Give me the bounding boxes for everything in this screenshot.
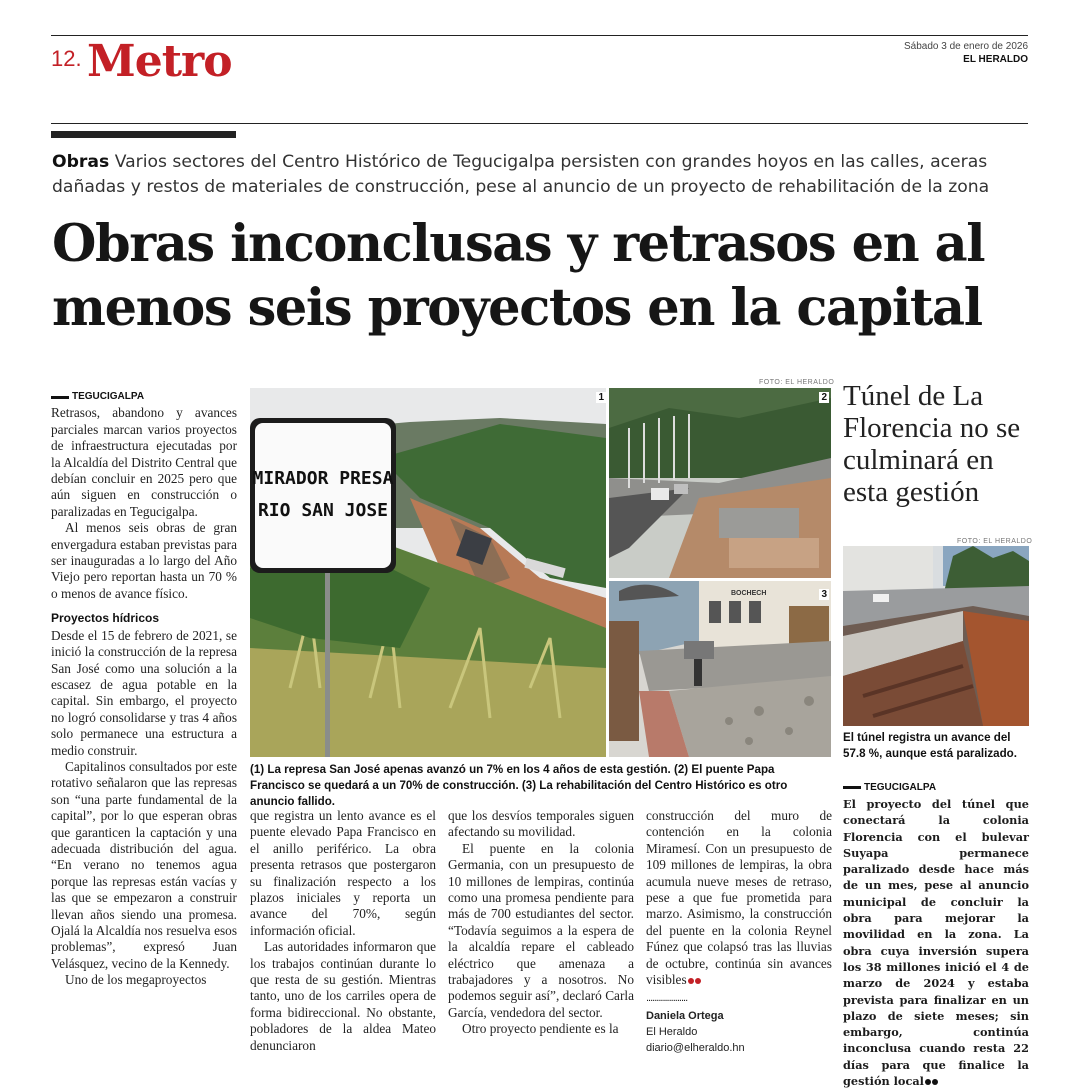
paragraph: Capitalinos consultados por este rotativo señalaron que las represas son “una parte fundamental de la capital”, por lo que esperan obras que garanticen la captación y una adecuada distribución del agua. “En verano no tenemos agua porque las represas están vacías y las que se empezaron a construir llevan años siendo una promesa. Ojalá la Alcaldía nos resuelva esos problemas”, expresó Juan Velásquez, vecino de la Kennedy. <box>51 758 237 971</box>
end-dots-icon <box>687 972 701 988</box>
photo-caption: (1) La represa San José apenas avanzó un 7% en los 4 años de esta gestión. (2) El puente Papa Francisco se quedará a un 70% de construcción. (3) La rehabilitación del Centro Histórico es otro anuncio fallido. <box>250 763 788 808</box>
paragraph: que los desvíos temporales siguen afectando su movilidad. <box>448 808 634 840</box>
article-column-4 <box>646 808 832 1056</box>
photo-number-1: 1 <box>598 392 604 403</box>
sidebar-caption: El túnel registra un avance del 57.8 %, aunque está paralizado. <box>843 731 1017 760</box>
sign-line-2: RIO SAN JOSE <box>257 500 389 521</box>
paragraph-text: construcción del muro de contención en la colonia Miramesí. Con un presupuesto de 109 millones de lempiras, la obra acumula nueve meses de retraso, pese a que fue prometida para marzo. Asimismo, la construcción del puente en la colonia Reynel Fúnez que colapsó tras las lluvias de octubre, continúa sin avances visibles <box>646 808 832 988</box>
sidebar-text <box>843 796 1029 1089</box>
dek <box>52 150 1032 200</box>
page-number: 12. <box>51 46 82 71</box>
dateline-bar <box>843 786 861 789</box>
paragraph: Desde el 15 de febrero de 2021, se inició la construcción de la represa San José como una solución a la escasez de agua potable en la capital. Sin embargo, el proyecto no logró consolidarse y tras 4 años solo permanece una estructura a medio construir. <box>51 627 237 758</box>
photo-number-3: 3 <box>821 589 827 600</box>
sidebar-photo-credit: FOTO: EL HERALDO <box>957 538 1033 545</box>
paragraph: Al menos seis obras de gran envergadura estaban previstas para ser inauguradas a lo largo del Año Viejo pero reportan hasta un 70 % o menos de avance físico. <box>51 520 237 601</box>
outlet-name: El Heraldo <box>646 1026 698 1039</box>
dam-landscape-image <box>250 388 606 757</box>
end-dots-icon <box>924 1073 938 1089</box>
issue-date-block <box>904 40 1028 66</box>
dateline-bar <box>51 396 69 399</box>
dek-text: Varios sectores del Centro Histórico de Tegucigalpa persisten con grandes hoyos en las calles, aceras dañadas y restos de materiales de construcción, pese al anuncio de un proyecto de rehabilitación de la zona <box>52 152 990 197</box>
photo-dam-sign <box>250 388 606 757</box>
issue-date: Sábado 3 de enero de 2026 <box>904 41 1028 52</box>
signature-dots: .................... <box>646 992 688 1005</box>
paragraph: Las autoridades informaron que los trabajos continúan durante lo que resta de su gestión. Mientras tanto, uno de los carriles opera de forma bidireccional. No obstante, pobladores de la aldea Mateo denunciaron <box>250 939 436 1053</box>
header-thick-bar <box>51 131 236 138</box>
subhead: Proyectos hídricos <box>51 611 160 626</box>
author-email: diario@elheraldo.hn <box>646 1042 745 1055</box>
sidebar-headline: Túnel de La Florencia no se culminará en esta gestión <box>843 380 1021 508</box>
photo-credit: FOTO: EL HERALDO <box>759 379 835 386</box>
street-repair-image <box>609 581 831 757</box>
paragraph: Uno de los megaproyectos <box>65 972 207 988</box>
sidebar-dateline <box>843 782 936 793</box>
photo-bridge <box>609 388 831 578</box>
storefront-text: BOCHECH <box>731 590 767 597</box>
paragraph: El puente en la colonia Germania, con un presupuesto de 10 millones de lempiras, continúa como una promesa pendiente para más de 700 estudiantes del sector. “Todavía seguimos a la espera de la alcaldía repare el cableado eléctrico que amenaza a trabajadores y a nosotros. No podemos seguir así”, declaró Carla García, vendedora del sector. <box>448 840 634 1020</box>
photo-historic-center <box>609 581 831 757</box>
sidebar-paragraph: El proyecto del túnel que conectará la colonia Florencia con el bulevar Suyapa permanece paralizado desde hace más de un mes, pese al anuncio municipal de concluir la obra para mejorar la movilidad en la zona. La obra cuya inversión supera los 38 millones inició el 4 de marzo de 2024 y estaba prevista para finalizar en un plazo de siete meses; sin embargo, continúa inconclusa cuando resta 22 días para que finalice la gestión local <box>843 797 1029 1089</box>
author-name: Daniela Ortega <box>646 1010 724 1023</box>
article-column-3 <box>448 808 634 1038</box>
paragraph: que registra un lento avance es el puente elevado Papa Francisco en el anillo periférico. La obra presenta retrasos que postergaron su finalización respecto a los plazos iniciales y reporta un avance del 70%, según información oficial. <box>250 808 436 938</box>
article-column-1 <box>51 389 237 989</box>
dateline <box>51 389 237 405</box>
article-column-2 <box>250 808 436 1054</box>
paragraph <box>646 808 832 988</box>
photo-number-2: 2 <box>821 392 827 403</box>
header-rule <box>51 123 1028 124</box>
headline: Obras inconclusas y retrasos en al menos seis proyectos en la capital <box>52 214 985 338</box>
dek-label: Obras <box>52 152 110 172</box>
sign-line-1: MIRADOR PRESA <box>252 468 394 489</box>
sign-text <box>250 463 396 527</box>
section-title: Metro <box>87 36 232 87</box>
paragraph: Otro proyecto pendiente es la <box>462 1021 619 1037</box>
tunnel-construction-image <box>843 546 1029 726</box>
dateline-text: TEGUCIGALPA <box>864 782 937 793</box>
paragraph: Retrasos, abandono y avances parciales marcan varios proyectos de infraestructura ejecutadas por la Alcaldía del Distrito Central que debían concluir en 2025 pero que aún siguen en construcción o paralizadas en Tegucigalpa. <box>51 405 237 519</box>
dateline-text: TEGUCIGALPA <box>72 391 145 402</box>
bridge-construction-image <box>609 388 831 578</box>
photo-tunnel <box>843 546 1029 726</box>
newspaper-name: EL HERALDO <box>963 54 1028 65</box>
